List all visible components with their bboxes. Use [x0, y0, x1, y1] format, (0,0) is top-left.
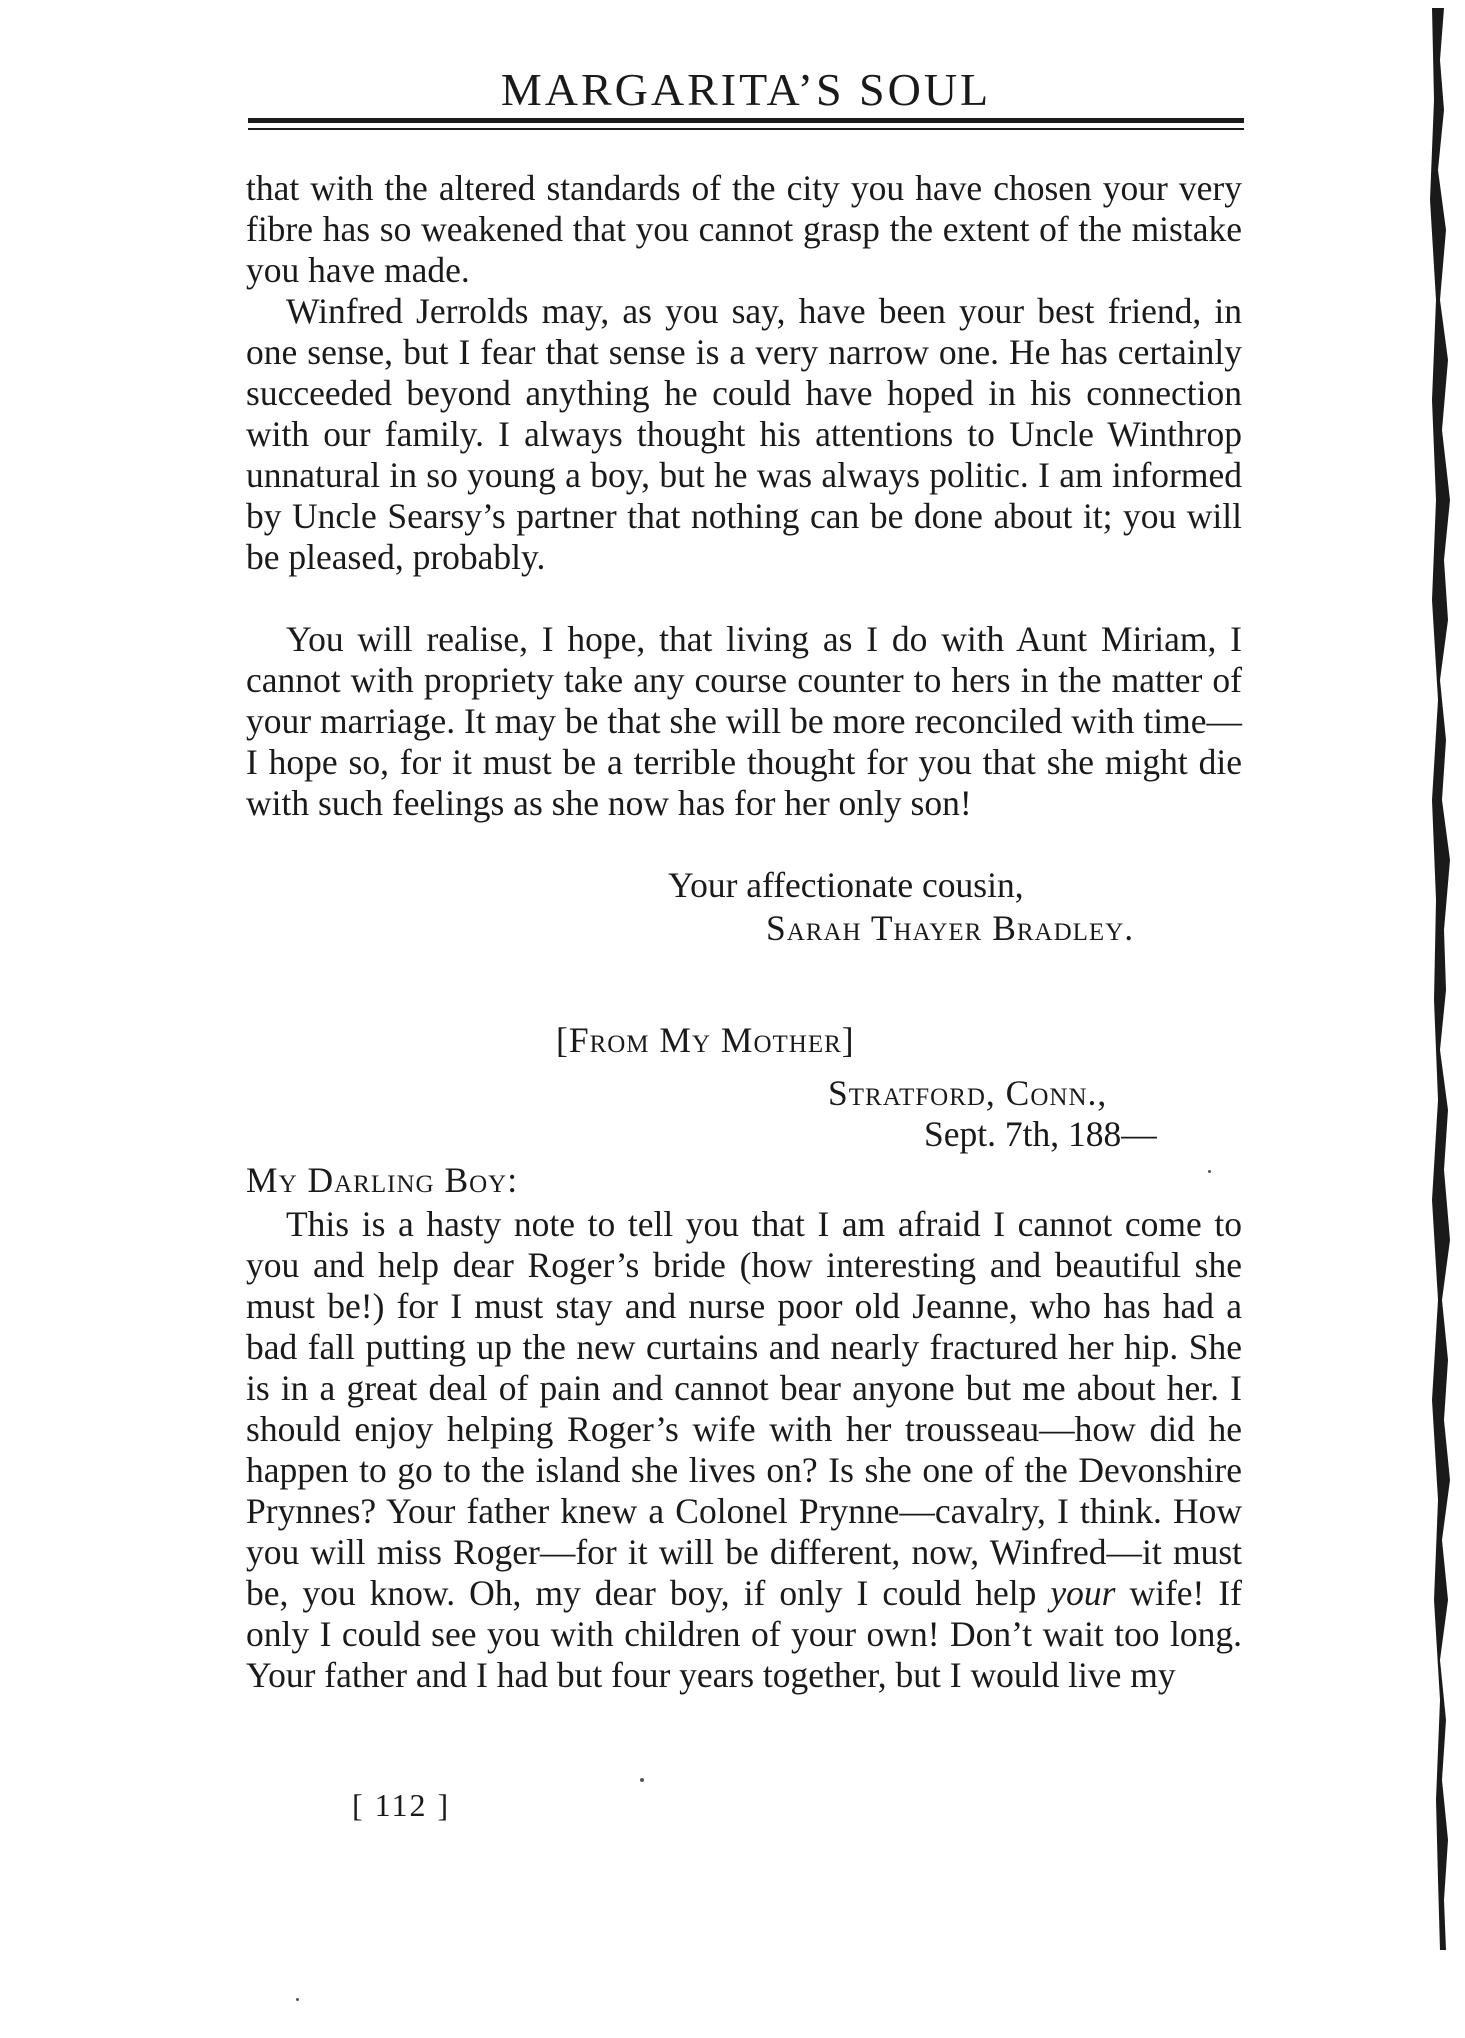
letter-place: Stratford, Conn.,: [828, 1073, 1108, 1113]
letter-date: Sept. 7th, 188—: [924, 1114, 1157, 1154]
page-number: [ 112 ]: [352, 1787, 451, 1823]
header-rule-thin: [248, 128, 1244, 130]
letter-signature: Sarah Thayer Bradley.: [766, 908, 1135, 948]
paragraph-text: You will realise, I hope, that living as I do with Aunt Miriam, I cannot with propriety take any course counter to hers in the matter of your marriage. It may be that she will be more reconciled with time—I hope so, for it must be a terrible thought for you that she might die with such feelings as she now has for her only son!: [246, 619, 1242, 823]
letter-text-part: wife! If only I could see you with children of your own! Don’t wait too long. Your father and I had but four years together, but I would live my: [246, 1573, 1243, 1695]
paragraph-aunt-miriam: [246, 619, 1242, 824]
paragraph-text: [246, 1204, 1242, 1696]
paragraph-mother-letter: [246, 1204, 1242, 1696]
letter-text-part: This is a hasty note to tell you that I am afraid I cannot come to you and help dear Roger’s bride (how interesting and beautiful she must be!) for I must stay and nurse poor old Jeanne, who has had a bad fall putting up the new curtains and nearly fractured her hip. She is in a great deal of pain and cannot bear anyone but me about her. I should enjoy helping Roger’s wife with her trousseau—how did he happen to go to the island she lives on? Is she one of the Devonshire Prynnes? Your father knew a Colonel Prynne—cavalry, I think. How you will miss Roger—for it will be different, now, Winfred—it must be, you know. Oh, my dear boy, if only I could help: [246, 1204, 1242, 1613]
letter-closing: Your affectionate cousin,: [668, 865, 1024, 905]
paragraph-text: that with the altered standards of the city you have chosen your very fibre has so weakened that you cannot grasp the extent of the mistake you have made.: [246, 168, 1242, 290]
letter-emphasis: your: [1050, 1573, 1116, 1613]
paragraph-jerrolds: [246, 291, 1242, 578]
binding-edge-marks: [1410, 0, 1465, 2038]
running-head: MARGARITA’S SOUL: [500, 64, 992, 115]
paragraph-continuation: [246, 168, 1242, 291]
header-rule-thick: [248, 118, 1244, 123]
paragraph-text: Winfred Jerrolds may, as you say, have been your best friend, in one sense, but I fear that sense is a very narrow one. He has certainly succeeded beyond anything he could have hoped in his connection with our family. I always thought his attentions to Uncle Winthrop unnatural in so young a boy, but he was always politic. I am informed by Uncle Searsy’s partner that nothing can be done about it; you will be pleased, probably.: [246, 291, 1242, 577]
letter-salutation: My Darling Boy:: [246, 1160, 519, 1200]
section-heading: [From My Mother]: [556, 1020, 855, 1060]
